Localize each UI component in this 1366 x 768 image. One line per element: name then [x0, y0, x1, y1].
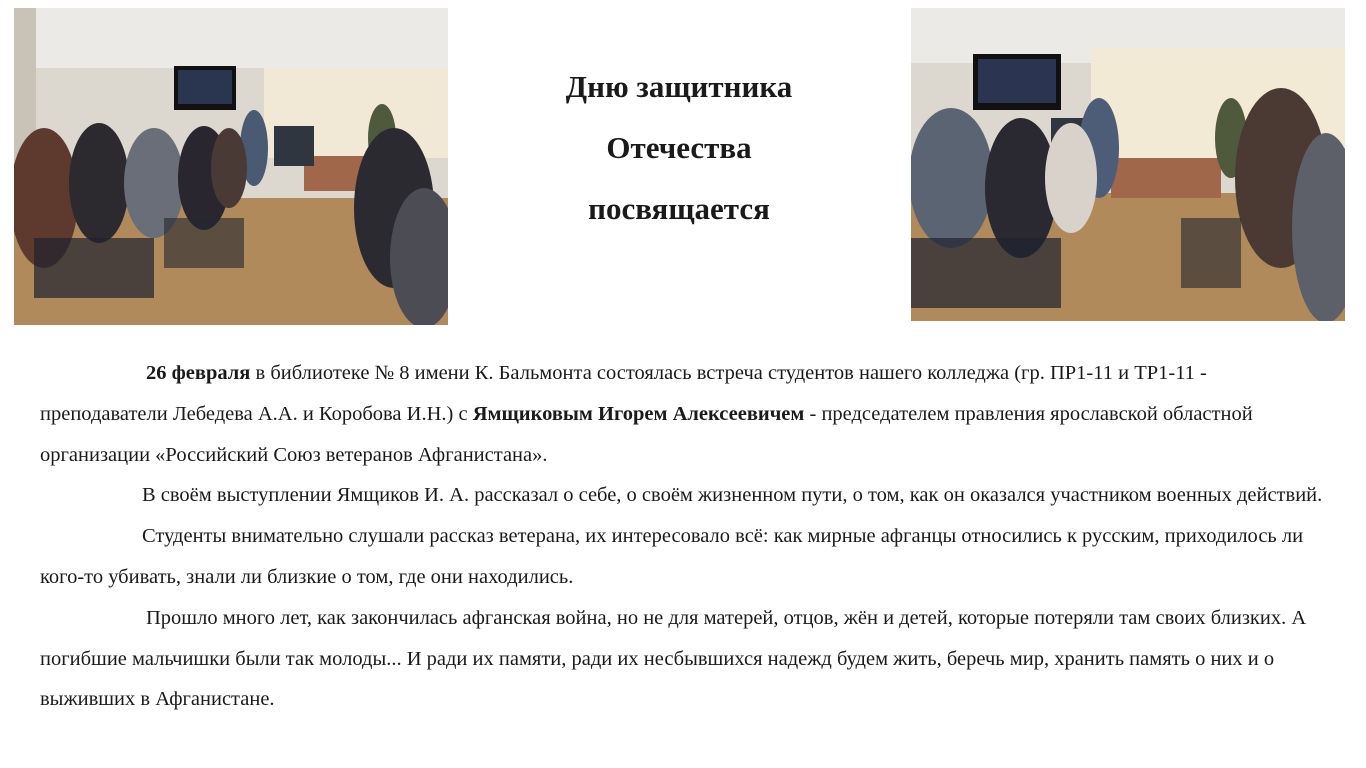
veteran-name: Ямщиковым Игорем Алексеевичем [472, 402, 805, 425]
page-title [470, 56, 888, 239]
title-line-3: посвящается [588, 191, 770, 226]
paragraph-1-text-a: в библиотеке № 8 имени К. Бальмонта состоялась встреча студентов нашего колледжа (гр. ПР1-11 и ТР1-11 - преподаватели Лебедева А.А. и Коробова И.Н.) с [40, 362, 1207, 425]
paragraph-3: Студенты внимательно слушали рассказ ветерана, их интересовало всё: как мирные афганцы относились к русским, приходилось ли кого-то убивать, знали ли близкие о том, где они находились. [40, 525, 1304, 588]
paragraph-4: Прошло много лет, как закончилась афганская война, но не для матерей, отцов, жён и детей, которые потеряли там своих близких. А погибшие мальчишки были так молоды... И ради их памяти, ради их несбывшихся надежд будем жить, беречь мир, хранить память о них и о выживших в Афганистане. [40, 606, 1307, 711]
paragraph-1-text-b: - председателем правления ярославской областной организации «Российский Союз ветеранов Афганистана». [40, 402, 1253, 466]
paragraph-1 [40, 353, 1325, 475]
event-date: 26 февраля [146, 362, 251, 384]
title-line-2: Отечества [606, 130, 752, 165]
title-line-1: Дню защитника [565, 69, 793, 104]
event-photo-right [911, 8, 1345, 321]
paragraph-2: В своём выступлении Ямщиков И. А. рассказал о себе, о своём жизненном пути, о том, как он оказался участником военных действий. [142, 484, 1323, 507]
event-photo-left [14, 8, 448, 325]
article-body [40, 353, 1325, 720]
